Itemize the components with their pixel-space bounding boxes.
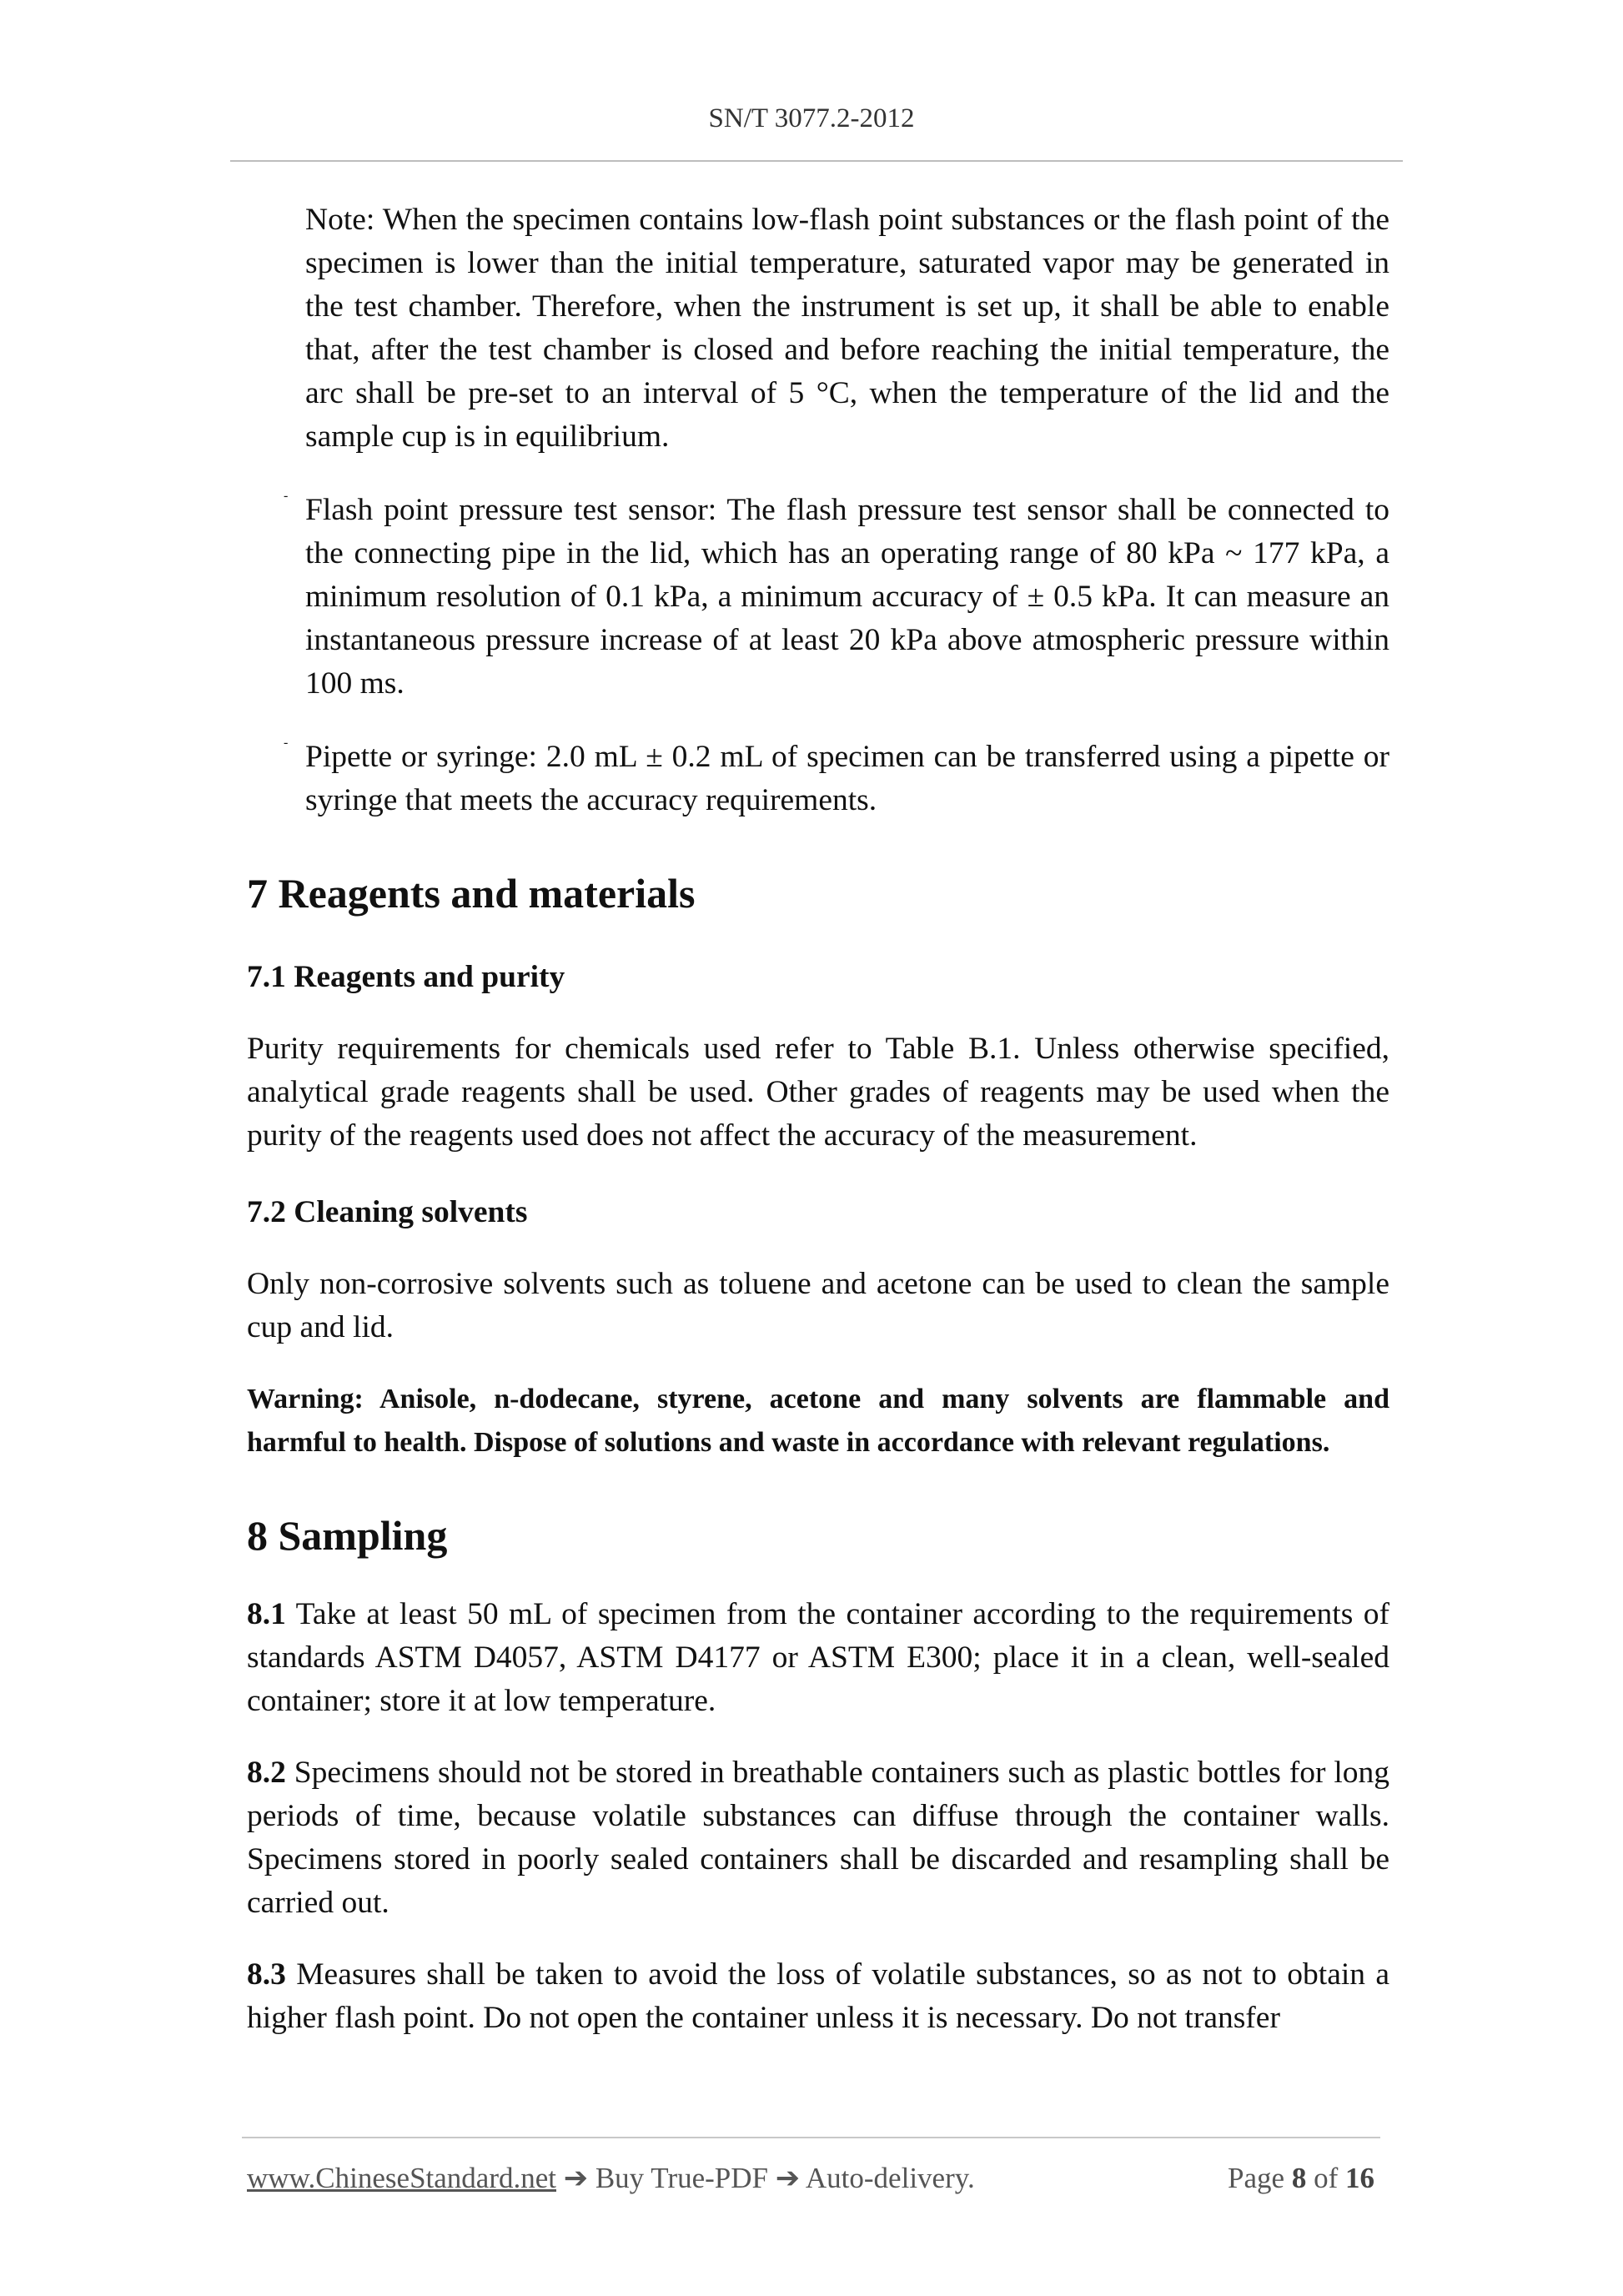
arrow-icon: ➔ — [563, 2162, 589, 2194]
clause-8-1 — [247, 1593, 1389, 1723]
clause-number: 8.1 — [247, 1597, 286, 1631]
clause-text: Measures shall be taken to avoid the loss of volatile substances, so as not to obtain a higher flash point. Do not open the container unless it is necessary. Do not transfer — [247, 1957, 1389, 2035]
note-paragraph: Note: When the specimen contains low-flash point substances or the flash point of the specimen is lower than the initial temperature, saturated vapor may be generated in the test chamber. Therefore, when the instrument is set up, it shall be able to enable that, after the test chamber is closed and before reaching the initial temperature, the arc shall be pre-set to an interval of 5 °C, when the temperature of the lid and the sample cup is in equilibrium. — [305, 203, 1389, 454]
current-page: 8 — [1291, 2162, 1307, 2194]
page-footer — [247, 2162, 1381, 2203]
arrow-icon: ➔ — [775, 2162, 801, 2194]
website-link[interactable]: www.ChineseStandard.net — [247, 2162, 556, 2194]
list-bullet: - — [284, 489, 289, 503]
list-bullet: - — [284, 736, 289, 750]
page-word: Page — [1228, 2162, 1285, 2194]
list-item-text: Pipette or syringe: 2.0 mL ± 0.2 mL of specimen can be transferred using a pipette or syringe that meets the accuracy requirements. — [305, 740, 1389, 817]
section-7-heading: 7 Reagents and materials — [247, 870, 696, 917]
list-item — [284, 736, 1389, 822]
footer-promo — [247, 2162, 975, 2195]
section-7-2-text: Only non-corrosive solvents such as toluene and acetone can be used to clean the sample cup and lid. — [247, 1267, 1389, 1344]
buy-text: Buy True-PDF — [595, 2162, 768, 2194]
section-8-heading: 8 Sampling — [247, 1512, 448, 1559]
list-item-text: Flash point pressure test sensor: The flash pressure test sensor shall be connected to the connecting pipe in the lid, which has an operating range of 80 kPa ~ 177 kPa, a minimum resolution of 0.1 kPa, a minimum accuracy of ± 0.5 kPa. It can measure an instantaneous pressure increase of at least 20 kPa above atmospheric pressure within 100 ms. — [305, 493, 1389, 701]
clause-number: 8.2 — [247, 1756, 286, 1790]
header-divider — [230, 160, 1403, 162]
page-number — [1228, 2162, 1374, 2195]
page-body — [247, 198, 1389, 2040]
clause-number: 8.3 — [247, 1957, 286, 1992]
clause-text: Take at least 50 mL of specimen from the container according to the requirements of standards ASTM D4057, ASTM D4177 or ASTM E300; place it in a clean, well-sealed container; store it at low temperature. — [247, 1597, 1389, 1718]
section-7-1-heading: 7.1 Reagents and purity — [247, 960, 565, 994]
total-pages: 16 — [1345, 2162, 1374, 2194]
footer-divider — [242, 2137, 1380, 2138]
clause-text: Specimens should not be stored in breathable containers such as plastic bottles for long periods of time, because volatile substances can diffuse through the container walls. Specimens stored in poorly sealed containers shall be discarded and resampling shall be carried out. — [247, 1756, 1389, 1920]
list-item — [284, 489, 1389, 706]
page-header — [0, 103, 1623, 134]
warning-paragraph: Warning: Anisole, n-dodecane, styrene, acetone and many solvents are flammable and harmful to health. Dispose of solutions and waste in accordance with relevant regulations. — [247, 1384, 1389, 1458]
clause-8-3 — [247, 1953, 1389, 2040]
of-word: of — [1314, 2162, 1339, 2194]
section-7-1-text: Purity requirements for chemicals used refer to Table B.1. Unless otherwise specified, analytical grade reagents shall be used. Other grades of reagents may be used when the purity of the reagents used does not affect the accuracy of the measurement. — [247, 1032, 1389, 1153]
clause-8-2 — [247, 1751, 1389, 1925]
delivery-text: Auto-delivery. — [805, 2162, 975, 2194]
section-7-2-heading: 7.2 Cleaning solvents — [247, 1195, 528, 1229]
standard-code: SN/T 3077.2-2012 — [708, 103, 915, 133]
